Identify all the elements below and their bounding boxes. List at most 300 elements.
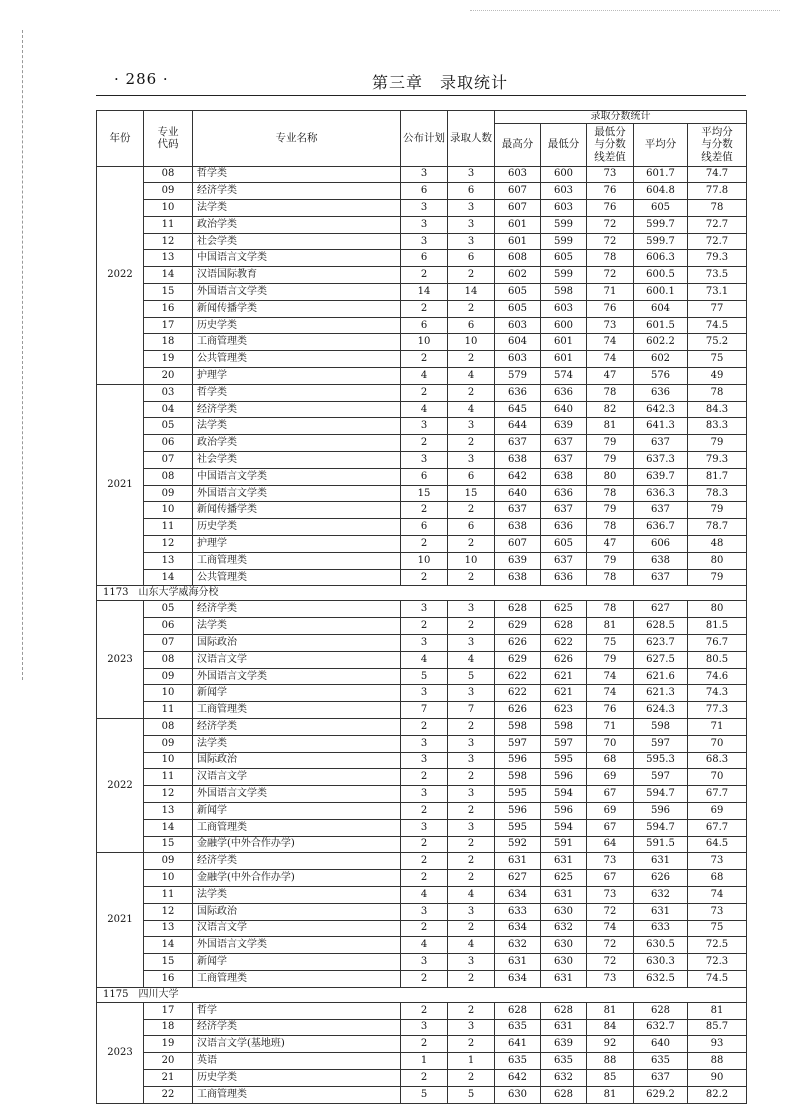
min-cell: 623 (541, 702, 587, 719)
max-cell: 634 (495, 970, 541, 987)
admitted-cell: 2 (448, 920, 495, 937)
min-cell: 574 (541, 368, 587, 385)
code-cell: 11 (144, 519, 193, 536)
max-cell: 628 (495, 1002, 541, 1019)
school-name: 1175 四川大学 (97, 987, 747, 1002)
name-cell: 护理学 (193, 536, 401, 553)
min-diff-cell: 73 (587, 317, 634, 334)
plan-cell: 3 (401, 233, 448, 250)
avg-diff-cell: 73.1 (688, 284, 747, 301)
min-diff-cell: 69 (587, 769, 634, 786)
min-cell: 638 (541, 468, 587, 485)
avg-cell: 632 (634, 886, 688, 903)
code-cell: 11 (144, 702, 193, 719)
avg-diff-cell: 77.3 (688, 702, 747, 719)
plan-cell: 14 (401, 284, 448, 301)
min-cell: 594 (541, 819, 587, 836)
max-cell: 642 (495, 468, 541, 485)
plan-cell: 3 (401, 685, 448, 702)
min-cell: 636 (541, 519, 587, 536)
code-cell: 05 (144, 601, 193, 618)
max-cell: 626 (495, 635, 541, 652)
name-cell: 金融学(中外合作办学) (193, 836, 401, 853)
min-diff-cell: 73 (587, 886, 634, 903)
max-cell: 605 (495, 284, 541, 301)
admitted-cell: 1 (448, 1053, 495, 1070)
admitted-cell: 2 (448, 300, 495, 317)
avg-cell: 623.7 (634, 635, 688, 652)
admitted-cell: 3 (448, 685, 495, 702)
code-cell: 07 (144, 452, 193, 469)
code-cell: 08 (144, 468, 193, 485)
admitted-cell: 2 (448, 536, 495, 553)
max-cell: 637 (495, 435, 541, 452)
admitted-cell: 5 (448, 668, 495, 685)
page-number: · 286 · (114, 70, 169, 88)
code-cell: 09 (144, 853, 193, 870)
plan-cell: 2 (401, 970, 448, 987)
name-cell: 外国语言文学类 (193, 786, 401, 803)
max-cell: 601 (495, 233, 541, 250)
plan-cell: 4 (401, 401, 448, 418)
admitted-cell: 3 (448, 166, 495, 183)
min-cell: 637 (541, 452, 587, 469)
table-row (97, 1086, 747, 1103)
table-row (97, 954, 747, 971)
table-row (97, 183, 747, 200)
admitted-cell: 4 (448, 886, 495, 903)
table-row (97, 1002, 747, 1019)
plan-cell: 5 (401, 1086, 448, 1103)
name-cell: 外国语言文学类 (193, 284, 401, 301)
avg-diff-cell: 73 (688, 903, 747, 920)
max-cell: 636 (495, 384, 541, 401)
admitted-cell: 3 (448, 635, 495, 652)
school-row (97, 987, 747, 1002)
table-row (97, 267, 747, 284)
table-row (97, 685, 747, 702)
max-cell: 635 (495, 1019, 541, 1036)
plan-cell: 6 (401, 250, 448, 267)
min-diff-cell: 78 (587, 519, 634, 536)
year-cell: 2022 (97, 719, 144, 853)
admitted-cell: 2 (448, 1002, 495, 1019)
school-row (97, 586, 747, 601)
plan-cell: 2 (401, 802, 448, 819)
table-row (97, 452, 747, 469)
min-cell: 632 (541, 1069, 587, 1086)
admitted-cell: 14 (448, 284, 495, 301)
table-row (97, 468, 747, 485)
avg-cell: 637 (634, 435, 688, 452)
min-diff-cell: 78 (587, 601, 634, 618)
name-cell: 汉语言文学(基地班) (193, 1036, 401, 1053)
min-cell: 594 (541, 786, 587, 803)
avg-diff-cell: 84.3 (688, 401, 747, 418)
table-row (97, 368, 747, 385)
plan-cell: 3 (401, 819, 448, 836)
min-diff-cell: 79 (587, 651, 634, 668)
admitted-cell: 3 (448, 786, 495, 803)
plan-cell: 2 (401, 435, 448, 452)
min-cell: 639 (541, 1036, 587, 1053)
admitted-cell: 3 (448, 452, 495, 469)
min-cell: 630 (541, 937, 587, 954)
col-year: 年份 (97, 111, 144, 167)
max-cell: 603 (495, 317, 541, 334)
min-diff-cell: 80 (587, 468, 634, 485)
code-cell: 12 (144, 903, 193, 920)
code-cell: 22 (144, 1086, 193, 1103)
max-cell: 634 (495, 920, 541, 937)
avg-diff-cell: 68 (688, 870, 747, 887)
max-cell: 592 (495, 836, 541, 853)
avg-diff-cell: 79 (688, 502, 747, 519)
admitted-cell: 2 (448, 719, 495, 736)
max-cell: 635 (495, 1053, 541, 1070)
avg-diff-cell: 80 (688, 601, 747, 618)
table-row (97, 552, 747, 569)
code-cell: 08 (144, 166, 193, 183)
min-diff-cell: 76 (587, 183, 634, 200)
admitted-cell: 6 (448, 183, 495, 200)
min-diff-cell: 78 (587, 384, 634, 401)
min-cell: 599 (541, 267, 587, 284)
admitted-cell: 3 (448, 819, 495, 836)
plan-cell: 2 (401, 536, 448, 553)
avg-cell: 637 (634, 502, 688, 519)
code-cell: 10 (144, 870, 193, 887)
avg-diff-cell: 78 (688, 384, 747, 401)
avg-cell: 599.7 (634, 233, 688, 250)
min-diff-cell: 81 (587, 1002, 634, 1019)
avg-cell: 599.7 (634, 216, 688, 233)
table-row (97, 970, 747, 987)
name-cell: 中国语言文学类 (193, 250, 401, 267)
plan-cell: 2 (401, 618, 448, 635)
code-cell: 18 (144, 334, 193, 351)
admitted-cell: 6 (448, 250, 495, 267)
avg-cell: 638 (634, 552, 688, 569)
min-diff-cell: 76 (587, 702, 634, 719)
name-cell: 经济学类 (193, 601, 401, 618)
admitted-cell: 2 (448, 351, 495, 368)
avg-cell: 632.5 (634, 970, 688, 987)
max-cell: 603 (495, 351, 541, 368)
min-cell: 601 (541, 334, 587, 351)
year-cell: 2021 (97, 384, 144, 586)
table-row (97, 836, 747, 853)
plan-cell: 3 (401, 601, 448, 618)
min-diff-cell: 78 (587, 485, 634, 502)
code-cell: 09 (144, 485, 193, 502)
table-row (97, 601, 747, 618)
table-row (97, 635, 747, 652)
avg-cell: 602.2 (634, 334, 688, 351)
min-diff-cell: 88 (587, 1053, 634, 1070)
plan-cell: 3 (401, 216, 448, 233)
table-row (97, 752, 747, 769)
min-diff-cell: 84 (587, 1019, 634, 1036)
table-row (97, 384, 747, 401)
max-cell: 637 (495, 502, 541, 519)
name-cell: 政治学类 (193, 435, 401, 452)
avg-cell: 624.3 (634, 702, 688, 719)
admitted-cell: 3 (448, 216, 495, 233)
max-cell: 639 (495, 552, 541, 569)
min-cell: 600 (541, 317, 587, 334)
admitted-cell: 2 (448, 769, 495, 786)
col-avg-diff: 平均分 与分数 线差值 (688, 123, 747, 166)
name-cell: 汉语言文学 (193, 769, 401, 786)
plan-cell: 15 (401, 485, 448, 502)
max-cell: 642 (495, 1069, 541, 1086)
admitted-cell: 3 (448, 1019, 495, 1036)
plan-cell: 7 (401, 702, 448, 719)
avg-cell: 632.7 (634, 1019, 688, 1036)
avg-diff-cell: 72.3 (688, 954, 747, 971)
min-diff-cell: 72 (587, 233, 634, 250)
table-row (97, 435, 747, 452)
code-cell: 13 (144, 552, 193, 569)
admitted-cell: 2 (448, 502, 495, 519)
avg-cell: 602 (634, 351, 688, 368)
col-name: 专业名称 (193, 111, 401, 167)
avg-cell: 597 (634, 735, 688, 752)
code-cell: 11 (144, 216, 193, 233)
avg-diff-cell: 79.3 (688, 452, 747, 469)
avg-diff-cell: 70 (688, 769, 747, 786)
min-cell: 601 (541, 351, 587, 368)
table-row (97, 903, 747, 920)
name-cell: 汉语言文学 (193, 920, 401, 937)
admitted-cell: 2 (448, 267, 495, 284)
code-cell: 08 (144, 651, 193, 668)
min-diff-cell: 64 (587, 836, 634, 853)
table-row (97, 1069, 747, 1086)
table-row (97, 937, 747, 954)
scan-edge-line (22, 30, 23, 680)
min-cell: 598 (541, 284, 587, 301)
avg-cell: 598 (634, 719, 688, 736)
avg-cell: 627.5 (634, 651, 688, 668)
min-diff-cell: 81 (587, 618, 634, 635)
plan-cell: 2 (401, 836, 448, 853)
plan-cell: 4 (401, 886, 448, 903)
code-cell: 16 (144, 970, 193, 987)
avg-diff-cell: 85.7 (688, 1019, 747, 1036)
min-cell: 637 (541, 502, 587, 519)
max-cell: 607 (495, 183, 541, 200)
name-cell: 护理学 (193, 368, 401, 385)
min-cell: 628 (541, 1086, 587, 1103)
avg-diff-cell: 93 (688, 1036, 747, 1053)
name-cell: 汉语国际教育 (193, 267, 401, 284)
table-row (97, 334, 747, 351)
col-max: 最高分 (495, 123, 541, 166)
name-cell: 金融学(中外合作办学) (193, 870, 401, 887)
min-cell: 637 (541, 552, 587, 569)
avg-diff-cell: 74.3 (688, 685, 747, 702)
avg-diff-cell: 67.7 (688, 786, 747, 803)
plan-cell: 4 (401, 937, 448, 954)
table-row (97, 502, 747, 519)
min-diff-cell: 47 (587, 536, 634, 553)
min-cell: 631 (541, 1019, 587, 1036)
col-avg: 平均分 (634, 123, 688, 166)
avg-diff-cell: 74.6 (688, 668, 747, 685)
avg-cell: 605 (634, 200, 688, 217)
header-rule (96, 95, 746, 96)
code-cell: 15 (144, 954, 193, 971)
avg-cell: 626 (634, 870, 688, 887)
min-cell: 599 (541, 233, 587, 250)
avg-diff-cell: 82.2 (688, 1086, 747, 1103)
avg-diff-cell: 80.5 (688, 651, 747, 668)
min-diff-cell: 72 (587, 937, 634, 954)
avg-cell: 630.5 (634, 937, 688, 954)
admitted-cell: 3 (448, 601, 495, 618)
avg-diff-cell: 83.3 (688, 418, 747, 435)
avg-diff-cell: 72.7 (688, 233, 747, 250)
name-cell: 社会学类 (193, 452, 401, 469)
min-cell: 636 (541, 569, 587, 586)
plan-cell: 2 (401, 351, 448, 368)
plan-cell: 3 (401, 735, 448, 752)
name-cell: 公共管理类 (193, 569, 401, 586)
name-cell: 国际政治 (193, 752, 401, 769)
table-row (97, 769, 747, 786)
col-min: 最低分 (541, 123, 587, 166)
min-cell: 599 (541, 216, 587, 233)
avg-cell: 606.3 (634, 250, 688, 267)
admitted-cell: 6 (448, 468, 495, 485)
min-diff-cell: 78 (587, 250, 634, 267)
min-cell: 625 (541, 601, 587, 618)
avg-diff-cell: 72.7 (688, 216, 747, 233)
avg-diff-cell: 79 (688, 435, 747, 452)
avg-diff-cell: 81 (688, 1002, 747, 1019)
avg-diff-cell: 69 (688, 802, 747, 819)
code-cell: 12 (144, 786, 193, 803)
table-row (97, 920, 747, 937)
table-row (97, 651, 747, 668)
avg-cell: 630.3 (634, 954, 688, 971)
avg-cell: 636.7 (634, 519, 688, 536)
plan-cell: 6 (401, 519, 448, 536)
name-cell: 工商管理类 (193, 702, 401, 719)
max-cell: 631 (495, 954, 541, 971)
min-diff-cell: 74 (587, 334, 634, 351)
min-cell: 636 (541, 384, 587, 401)
avg-diff-cell: 64.5 (688, 836, 747, 853)
admitted-cell: 3 (448, 418, 495, 435)
max-cell: 596 (495, 802, 541, 819)
max-cell: 597 (495, 735, 541, 752)
avg-diff-cell: 73 (688, 853, 747, 870)
table-row (97, 216, 747, 233)
name-cell: 工商管理类 (193, 334, 401, 351)
min-diff-cell: 81 (587, 1086, 634, 1103)
max-cell: 622 (495, 668, 541, 685)
table-row (97, 886, 747, 903)
min-diff-cell: 67 (587, 819, 634, 836)
min-diff-cell: 71 (587, 719, 634, 736)
avg-cell: 596 (634, 802, 688, 819)
table-row (97, 1036, 747, 1053)
code-cell: 11 (144, 769, 193, 786)
code-cell: 07 (144, 635, 193, 652)
min-cell: 635 (541, 1053, 587, 1070)
name-cell: 哲学 (193, 1002, 401, 1019)
code-cell: 14 (144, 569, 193, 586)
plan-cell: 3 (401, 954, 448, 971)
name-cell: 新闻学 (193, 802, 401, 819)
admitted-cell: 4 (448, 368, 495, 385)
min-diff-cell: 68 (587, 752, 634, 769)
min-diff-cell: 76 (587, 200, 634, 217)
name-cell: 社会学类 (193, 233, 401, 250)
max-cell: 598 (495, 719, 541, 736)
plan-cell: 3 (401, 752, 448, 769)
table-row (97, 351, 747, 368)
admitted-cell: 6 (448, 317, 495, 334)
min-cell: 626 (541, 651, 587, 668)
table-row (97, 853, 747, 870)
avg-diff-cell: 74.7 (688, 166, 747, 183)
min-diff-cell: 74 (587, 685, 634, 702)
code-cell: 11 (144, 886, 193, 903)
min-diff-cell: 72 (587, 267, 634, 284)
avg-cell: 635 (634, 1053, 688, 1070)
max-cell: 595 (495, 819, 541, 836)
admitted-cell: 2 (448, 1036, 495, 1053)
code-cell: 13 (144, 250, 193, 267)
max-cell: 644 (495, 418, 541, 435)
name-cell: 工商管理类 (193, 970, 401, 987)
avg-diff-cell: 77.8 (688, 183, 747, 200)
avg-diff-cell: 77 (688, 300, 747, 317)
table-row (97, 802, 747, 819)
code-cell: 10 (144, 200, 193, 217)
year-cell: 2021 (97, 853, 144, 987)
plan-cell: 5 (401, 668, 448, 685)
table-row (97, 1053, 747, 1070)
table-body (97, 166, 747, 1103)
code-cell: 12 (144, 536, 193, 553)
plan-cell: 3 (401, 200, 448, 217)
min-diff-cell: 81 (587, 418, 634, 435)
min-cell: 603 (541, 200, 587, 217)
min-cell: 628 (541, 1002, 587, 1019)
min-diff-cell: 79 (587, 502, 634, 519)
avg-diff-cell: 81.7 (688, 468, 747, 485)
min-diff-cell: 73 (587, 970, 634, 987)
name-cell: 法学类 (193, 418, 401, 435)
min-cell: 631 (541, 886, 587, 903)
max-cell: 596 (495, 752, 541, 769)
avg-cell: 633 (634, 920, 688, 937)
plan-cell: 2 (401, 920, 448, 937)
min-diff-cell: 78 (587, 569, 634, 586)
table-row (97, 668, 747, 685)
max-cell: 634 (495, 886, 541, 903)
table-row (97, 284, 747, 301)
min-cell: 591 (541, 836, 587, 853)
name-cell: 工商管理类 (193, 1086, 401, 1103)
avg-cell: 601.7 (634, 166, 688, 183)
max-cell: 603 (495, 166, 541, 183)
